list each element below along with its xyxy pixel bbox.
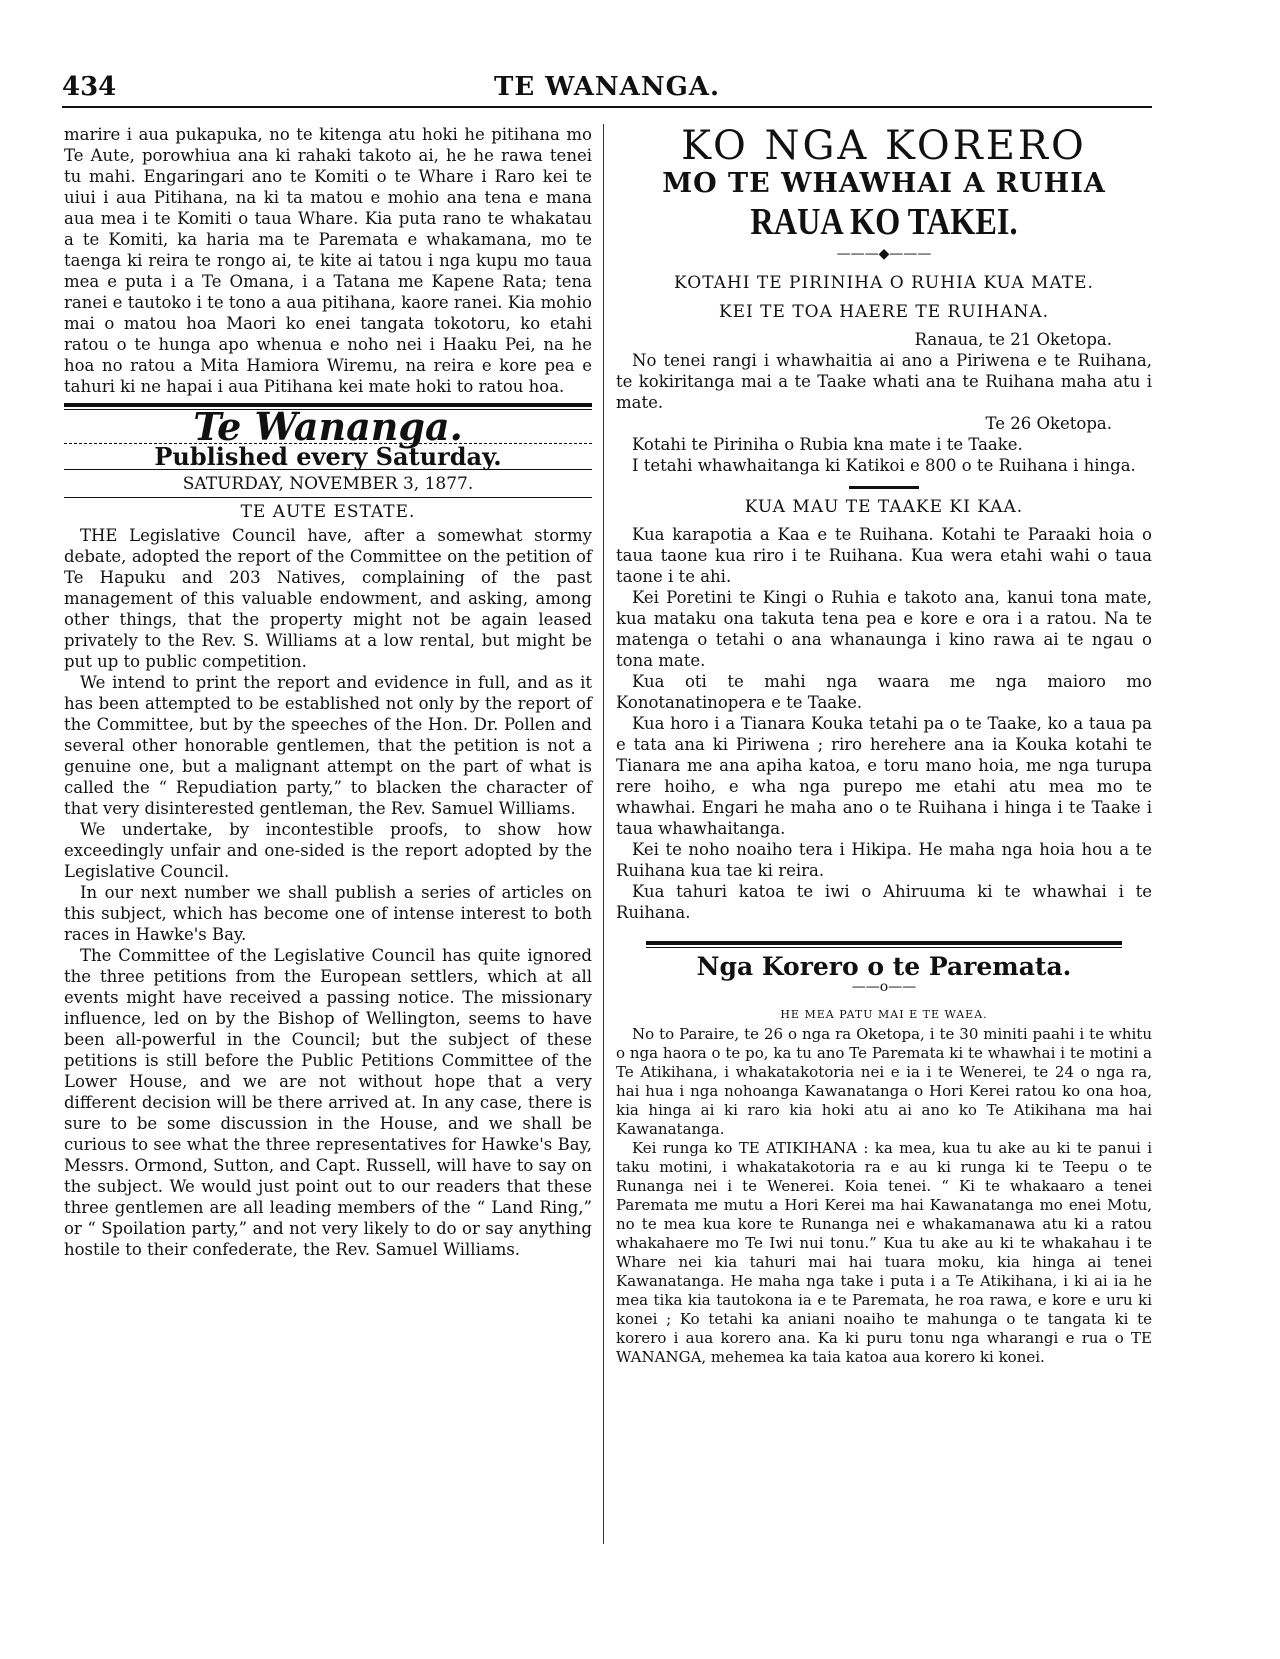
article-heading: TE AUTE ESTATE. bbox=[240, 502, 416, 522]
dateline: Te 26 Oketopa. bbox=[985, 414, 1112, 433]
column-divider bbox=[603, 124, 604, 1544]
news-paragraph: Kei Poretini te Kingi o Ruhia e takoto ana, kanui tona mate, kua mataku ona takuta tena pea e kore e ora i a ratou. Na te matenga o tetahi o ana whanaunga i kino rawa ai te ngau o tona mate. bbox=[616, 588, 1152, 670]
page-header bbox=[62, 66, 1152, 108]
right-column bbox=[616, 124, 1152, 1367]
divider-rule bbox=[646, 941, 1122, 948]
section-heading: KOTAHI TE PIRINIHA O RUHIA KUA MATE. bbox=[674, 273, 1094, 293]
parliament-heading: Nga Korero o te Paremata. bbox=[696, 952, 1072, 981]
article-paragraph: We undertake, by incontestible proofs, to show how exceedingly unfair and one-sided is the report adopted by the Legislative Council. bbox=[64, 820, 592, 881]
article-paragraph: The Committee of the Legislative Council has quite ignored the three petitions from the European settlers, which at all events might have received a passing notice. The missionary influence, led on by the Bishop of Wellington, seems to have been all-powerful in the Council; but the subject of these petitions is still before the Public Petitions Committee of the Lower House, and we are not without hope that a very different decision will be there arrived at. In any case, there is sure to be some discussion in the House, and we shall be curious to see what the three representatives for Hawke's Bay, Messrs. Ormond, Sutton, and Capt. Russell, will have to say on the subject. We would just point out to our readers that these three gentlemen are all leading members of the “ Land Ring,” or “ Spoilation party,” and not very likely to do or say anything hostile to their confederate, the Rev. Samuel Williams. bbox=[64, 946, 592, 1259]
news-paragraph: Kei te noho noaiho tera i Hikipa. He maha nga hoia hou a te Ruihana kua tae ki reira. bbox=[616, 840, 1152, 880]
masthead: Te Wananga. bbox=[193, 404, 463, 449]
parliament-paragraph: Kei runga ko TE ATIKIHANA : ka mea, kua tu ake au ki te panui i taku motini, i whakatakotoria ra e au ki runga ki te Teepu o te Runanga nei i te Wenerei. Koia tenei. “ Ki te whakaaro a tenei Paremata me mutu a Hori Kerei ma hai Kawanatanga mo enei Motu, no te mea kua kore te Runanga nei e whakamanawa atu ki a ratou whakahaere mo Te Iwi nui tonu.” Kua tu ake au ki te whakahau i te Whare nei kia tahuri mai hai tuara moku, kia hinga ai tenei Kawanatanga. He maha nga take i puta i a Te Atikihana, i ki ai ia he mea tika kia tautokona ia e te Paremata, he roa rawa, e kore e uru ki konei ; Ko tetahi ka aniani noaiho te mahunga o te tangata ki te korero i aua korero ana. Ka ki puru tonu nga wharangi e rua o TE WANANGA, mehemea ka taia katoa aua korero ki konei. bbox=[616, 1139, 1152, 1366]
news-paragraph: Kua oti te mahi nga waara me nga maioro mo Konotanatinopera e te Taake. bbox=[616, 672, 1152, 712]
parliament-paragraph: No to Paraire, te 26 o nga ra Oketopa, i te 30 miniti paahi i te whitu o nga haora o te po, ka tu ano Te Paremata ki te whawhai i te motini a Te Atikihana, i whakatakotoria nei e ia i te Wenerei, te 24 o nga ra, hai hua i nga nohoanga Kawanatanga o Hori Kerei ratou ko ona hoa, kia hinga ai ki raro kia hoki atu ai ano ko Te Atikihana ma hai Kawanatanga. bbox=[616, 1025, 1152, 1138]
news-paragraph: Kua karapotia a Kaa e te Ruihana. Kotahi te Paraaki hoia o taua taone kua riro i te Ruihana. Kua wera etahi wahi o taua taone i te ahi. bbox=[616, 525, 1152, 586]
news-paragraph: No tenei rangi i whawhaitia ai ano a Piriwena e te Ruihana, te kokiritanga mai a te Taake whati ana te Ruihana maha atu i mate. bbox=[616, 351, 1152, 412]
continued-article: marire i aua pukapuka, no te kitenga atu hoki he pitihana mo Te Aute, porowhiua ana ki rahaki takoto ai, he he rawa tenei tu mahi. Engaringari ano te Komiti o te Whare i Raro kei te uiui i aua Pitihana, na ki ta matou e mohio ana tena e mana aua mea i te Komiti o taua Whare. Kia puta rano te whakatau a te Komiti, ka haria ma te Paremata e whakamana, mo te taenga ki reira te rongo ai, te kite ai tatou i nga kupu mo taua mea e puta i a Te Omana, i a Tatana me Kapene Rata; tena ranei e tautoko i te tono a aua pitihana, kaore ranei. Kia mohio mai o matou hoa Maori ko enei tangata tokotoru, ko etahi ratou o te hunga apo whenua e noho nei i Haaku Pei, na he hoa no ratou a Mita Hamiora Wiremu, na reira e kore pea e tahuri ki ne hapai i aua Pitihana kei mate hoki to ratou hoa. bbox=[64, 125, 592, 396]
war-news-title-3: RAUA KO TAKEI. bbox=[750, 201, 1018, 243]
short-rule bbox=[849, 486, 919, 489]
page-number: 434 bbox=[62, 72, 117, 102]
news-paragraph: Kua tahuri katoa te iwi o Ahiruuma ki te whawhai i te Ruihana. bbox=[616, 882, 1152, 922]
newspaper-title: TE WANANGA. bbox=[493, 72, 721, 102]
issue-date: SATURDAY, NOVEMBER 3, 1877. bbox=[64, 474, 592, 498]
telegraph-note: HE MEA PATU MAI E TE WAEA. bbox=[780, 1008, 988, 1021]
publication-note: Published every Saturday. bbox=[64, 443, 592, 470]
section-heading: KEI TE TOA HAERE TE RUIHANA. bbox=[718, 302, 1050, 322]
news-paragraph: I tetahi whawhaitanga ki Katikoi e 800 o te Ruihana i hinga. bbox=[632, 456, 1136, 475]
ornament-rule: ——o—— bbox=[851, 979, 917, 995]
news-paragraph: Kua horo i a Tianara Kouka tetahi pa o te Taake, ko a taua pa e tata ana ki Piriwena ; riro herehere ana ia Kouka kotahi te Tianara me ana apiha katoa, e toru mano hoia, me nga turupa rere hoiho, e wha nga purepo me etahi atu mea mo te whawhai. Engari he maha ano o te Ruihana i hinga i te Taake i taua whawhaitanga. bbox=[616, 714, 1152, 838]
article-paragraph: In our next number we shall publish a series of articles on this subject, which has become one of intense interest to both races in Hawke's Bay. bbox=[64, 883, 592, 944]
article-paragraph: THE Legislative Council have, after a somewhat stormy debate, adopted the report of the Committee on the petition of Te Hapuku and 203 Natives, complaining of the past management of this valuable endowment, and asking, among other things, that the property might not be again leased privately to the Rev. S. Williams at a low rental, but might be put up to public competition. bbox=[64, 526, 592, 671]
dateline: Ranaua, te 21 Oketopa. bbox=[914, 330, 1112, 349]
ornament-rule: ———◆——— bbox=[836, 246, 932, 262]
news-paragraph: Kotahi te Piriniha o Rubia kna mate i te Taake. bbox=[632, 435, 1023, 454]
section-heading: KUA MAU TE TAAKE KI KAA. bbox=[744, 497, 1024, 517]
left-column bbox=[64, 124, 592, 1260]
war-news-subtitle: MO TE WHAWHAI A RUHIA bbox=[662, 168, 1106, 199]
article-paragraph: We intend to print the report and evidence in full, and as it has been attempted to be established not only by the report of the Committee, but by the speeches of the Hon. Dr. Pollen and several other honorable gentlemen, that the petition is not a genuine one, but a malignant attempt on the part of what is called the “ Repudiation party,” to blacken the character of that very disinterested gentleman, the Rev. Samuel Williams. bbox=[64, 673, 592, 818]
war-news-title: KO NGA KORERO bbox=[681, 123, 1087, 169]
